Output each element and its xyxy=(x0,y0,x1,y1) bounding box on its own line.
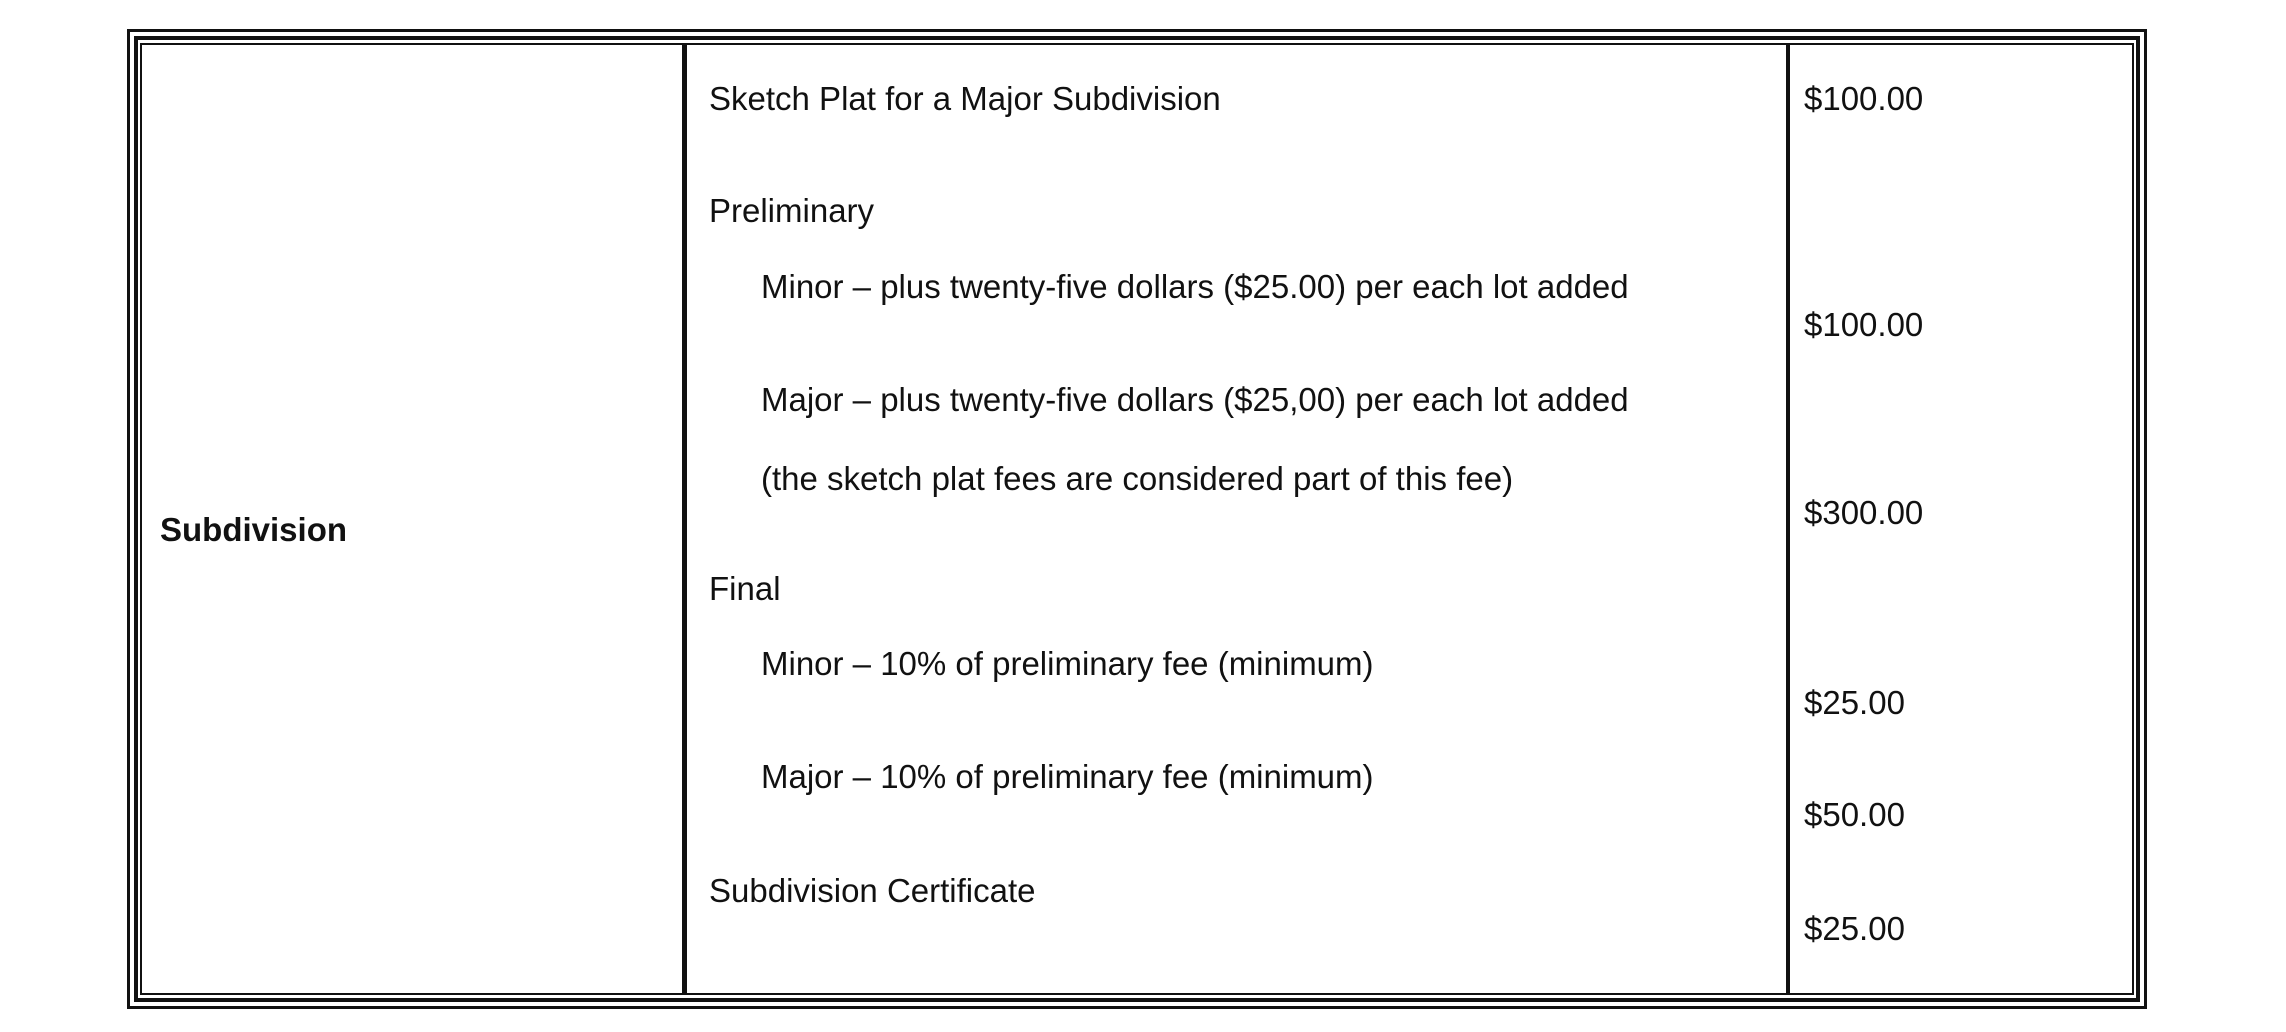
final-minor-amount: $25.00 xyxy=(1804,684,1905,721)
preliminary-major-label-cont: (the sketch plat fees are considered part of this fee) xyxy=(761,460,1514,497)
preliminary-minor-label: Minor – plus twenty-five dollars ($25.00) per each lot added xyxy=(761,268,1629,305)
final-major-label: Major – 10% of preliminary fee (minimum) xyxy=(761,758,1374,795)
final-minor-label: Minor – 10% of preliminary fee (minimum) xyxy=(761,645,1374,682)
column-divider-amount xyxy=(1786,43,1790,995)
category-label: Subdivision xyxy=(160,511,348,548)
preliminary-heading: Preliminary xyxy=(709,192,875,229)
subdivision-certificate-label: Subdivision Certificate xyxy=(709,872,1036,909)
preliminary-major-label: Major – plus twenty-five dollars ($25,00) per each lot added xyxy=(761,381,1629,418)
subdivision-certificate-amount: $25.00 xyxy=(1804,910,1905,947)
preliminary-major-amount: $300.00 xyxy=(1804,494,1924,531)
final-heading: Final xyxy=(709,570,781,607)
preliminary-minor-amount: $100.00 xyxy=(1804,306,1924,343)
column-divider-category xyxy=(682,43,687,995)
sketch-plat-amount: $100.00 xyxy=(1804,80,1924,117)
sketch-plat-label: Sketch Plat for a Major Subdivision xyxy=(709,80,1221,117)
final-major-amount: $50.00 xyxy=(1804,796,1905,833)
